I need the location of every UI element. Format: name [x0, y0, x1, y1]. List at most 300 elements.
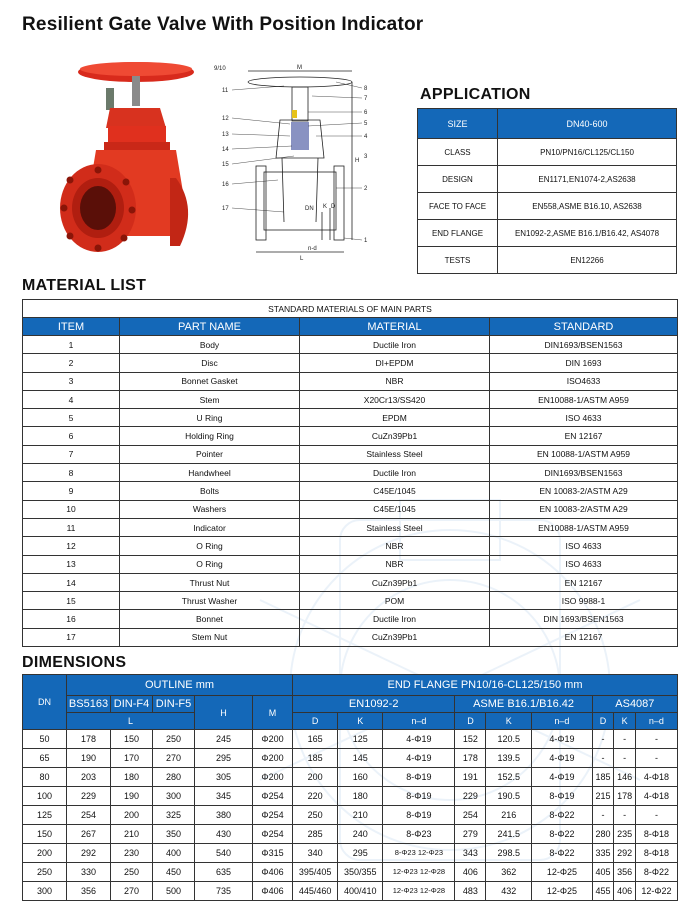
- column-header-asme: ASME B16.1/B16.42: [455, 696, 592, 713]
- dimension-cell: Φ200: [253, 768, 293, 787]
- dimension-cell: 250: [293, 806, 338, 825]
- material-cell: Stainless Steel: [300, 445, 490, 463]
- dimension-cell: 235: [614, 825, 636, 844]
- standard-cell: EN 10083-2/ASTM A29: [490, 482, 678, 500]
- dimension-cell: 180: [338, 787, 383, 806]
- material-cell: NBR: [300, 555, 490, 573]
- dimension-cell: 735: [195, 882, 253, 901]
- dimension-cell: 191: [455, 768, 486, 787]
- dimension-cell: 150: [111, 730, 153, 749]
- dimensions-header-row: [23, 675, 678, 696]
- standard-cell: DIN 1693/BSEN1563: [490, 610, 678, 628]
- dimension-cell: 362: [486, 863, 532, 882]
- dimension-cell: 298.5: [486, 844, 532, 863]
- dimension-cell: 325: [153, 806, 195, 825]
- application-heading: APPLICATION: [420, 86, 531, 103]
- part-name-cell: Thrust Nut: [120, 573, 300, 591]
- material-cell: C45E/1045: [300, 482, 490, 500]
- column-header-en1092: EN1092-2: [293, 696, 455, 713]
- dimension-cell: 4-Φ19: [532, 749, 593, 768]
- application-key: FACE TO FACE: [418, 193, 498, 220]
- application-key: END FLANGE: [418, 220, 498, 247]
- dimension-cell: 200: [23, 844, 67, 863]
- drawing-label: 8: [364, 86, 368, 92]
- column-header-part-name: PART NAME: [120, 318, 300, 336]
- application-row: [418, 247, 677, 274]
- material-table: [22, 299, 678, 647]
- page-title: Resilient Gate Valve With Position Indicator: [22, 14, 424, 35]
- dimension-cell: 430: [195, 825, 253, 844]
- dimension-cell: -: [614, 730, 636, 749]
- table-row: [23, 336, 678, 354]
- dimension-cell: 125: [23, 806, 67, 825]
- table-row: [23, 537, 678, 555]
- drawing-label: 1: [364, 238, 368, 244]
- part-name-cell: Stem Nut: [120, 628, 300, 646]
- dimension-cell: 190: [67, 749, 111, 768]
- dimension-cell: -: [592, 730, 614, 749]
- table-row: [23, 390, 678, 408]
- dimension-cell: 145: [338, 749, 383, 768]
- drawing-label: 9/10: [214, 66, 226, 72]
- dimension-cell: 406: [455, 863, 486, 882]
- drawing-label: H: [355, 158, 360, 164]
- dimension-cell: 190: [111, 787, 153, 806]
- part-name-cell: Bolts: [120, 482, 300, 500]
- part-name-cell: Bonnet Gasket: [120, 372, 300, 390]
- dimension-cell: 80: [23, 768, 67, 787]
- table-row: [23, 787, 678, 806]
- part-name-cell: Handwheel: [120, 464, 300, 482]
- standard-cell: EN 10083-2/ASTM A29: [490, 500, 678, 518]
- dimension-cell: 165: [293, 730, 338, 749]
- dimension-cell: 330: [67, 863, 111, 882]
- dimension-cell: 125: [338, 730, 383, 749]
- application-header-key: SIZE: [418, 109, 498, 139]
- part-name-cell: Body: [120, 336, 300, 354]
- sub-header: K: [486, 713, 532, 730]
- dimension-cell: 8-Φ22: [635, 863, 677, 882]
- item-cell: 3: [23, 372, 120, 390]
- material-cell: Ductile Iron: [300, 464, 490, 482]
- sub-header: K: [614, 713, 636, 730]
- dimension-cell: -: [635, 749, 677, 768]
- dimension-cell: -: [635, 806, 677, 825]
- application-row: [418, 139, 677, 166]
- drawing-label: K: [323, 204, 328, 210]
- material-cell: POM: [300, 592, 490, 610]
- dimension-cell: 241.5: [486, 825, 532, 844]
- standard-cell: ISO4633: [490, 372, 678, 390]
- dimension-cell: 8-Φ18: [635, 825, 677, 844]
- sub-header: K: [338, 713, 383, 730]
- dimension-cell: 120.5: [486, 730, 532, 749]
- dimension-cell: 178: [67, 730, 111, 749]
- drawing-label: 17: [222, 206, 229, 212]
- material-cell: CuZn39Pb1: [300, 427, 490, 445]
- dimension-cell: 216: [486, 806, 532, 825]
- part-name-cell: U Ring: [120, 409, 300, 427]
- part-name-cell: Stem: [120, 390, 300, 408]
- part-name-cell: Disc: [120, 354, 300, 372]
- item-cell: 2: [23, 354, 120, 372]
- standard-cell: ISO 4633: [490, 537, 678, 555]
- sub-header: n–d: [383, 713, 455, 730]
- dimension-cell: 4-Φ19: [532, 768, 593, 787]
- item-cell: 14: [23, 573, 120, 591]
- dimension-cell: 279: [455, 825, 486, 844]
- dimension-cell: 150: [23, 825, 67, 844]
- drawing-label: 7: [364, 96, 368, 102]
- material-cell: Stainless Steel: [300, 518, 490, 536]
- dimensions-subheader-row: [23, 696, 678, 713]
- dimension-cell: 203: [67, 768, 111, 787]
- item-cell: 12: [23, 537, 120, 555]
- standard-cell: EN 10088-1/ASTM A959: [490, 445, 678, 463]
- dimension-cell: 395/405: [293, 863, 338, 882]
- table-row: [23, 464, 678, 482]
- material-cell: Ductile Iron: [300, 336, 490, 354]
- dimension-cell: 8-Φ19: [532, 787, 593, 806]
- dimension-cell: 356: [614, 863, 636, 882]
- standard-cell: EN 12167: [490, 628, 678, 646]
- dimension-cell: 215: [592, 787, 614, 806]
- table-row: [23, 592, 678, 610]
- dimension-cell: 152: [455, 730, 486, 749]
- table-row: [23, 482, 678, 500]
- column-header-as4087: AS4087: [592, 696, 677, 713]
- material-cell: NBR: [300, 537, 490, 555]
- drawing-label: 4: [364, 134, 368, 140]
- dimension-cell: Φ200: [253, 749, 293, 768]
- item-cell: 10: [23, 500, 120, 518]
- standard-cell: DIN1693/BSEN1563: [490, 464, 678, 482]
- drawing-label: 13: [222, 132, 229, 138]
- column-header-m: M: [253, 696, 293, 730]
- dimension-cell: 254: [455, 806, 486, 825]
- dimension-cell: 270: [111, 882, 153, 901]
- dimension-cell: 8-Φ23 12-Φ23: [383, 844, 455, 863]
- dimension-cell: 483: [455, 882, 486, 901]
- drawing-label: 12: [222, 116, 229, 122]
- table-row: [23, 768, 678, 787]
- dimension-cell: 285: [293, 825, 338, 844]
- dimension-cell: Φ406: [253, 882, 293, 901]
- dimension-cell: 8-Φ18: [635, 844, 677, 863]
- dimension-cell: -: [592, 749, 614, 768]
- dimension-cell: 100: [23, 787, 67, 806]
- part-name-cell: Pointer: [120, 445, 300, 463]
- drawing-label: n-d: [308, 246, 317, 252]
- item-cell: 13: [23, 555, 120, 573]
- dimension-cell: 300: [23, 882, 67, 901]
- standard-cell: ISO 4633: [490, 555, 678, 573]
- part-name-cell: O Ring: [120, 555, 300, 573]
- item-cell: 16: [23, 610, 120, 628]
- dimension-cell: Φ406: [253, 863, 293, 882]
- material-cell: CuZn39Pb1: [300, 573, 490, 591]
- dimension-cell: 200: [293, 768, 338, 787]
- drawing-label: DN: [305, 206, 314, 212]
- dimension-cell: 455: [592, 882, 614, 901]
- drawing-label: 6: [364, 110, 368, 116]
- table-row: [23, 730, 678, 749]
- dimension-cell: 220: [293, 787, 338, 806]
- dimension-cell: 345: [195, 787, 253, 806]
- application-row: [418, 220, 677, 247]
- application-key: DESIGN: [418, 166, 498, 193]
- item-cell: 15: [23, 592, 120, 610]
- drawing-label: 16: [222, 182, 229, 188]
- dimension-cell: 12-Φ23 12-Φ28: [383, 863, 455, 882]
- dimension-cell: 540: [195, 844, 253, 863]
- column-header-standard: STANDARD: [490, 318, 678, 336]
- dimension-cell: 254: [67, 806, 111, 825]
- dimension-cell: 280: [153, 768, 195, 787]
- dimension-cell: 250: [153, 730, 195, 749]
- part-name-cell: Washers: [120, 500, 300, 518]
- item-cell: 1: [23, 336, 120, 354]
- sub-header: D: [592, 713, 614, 730]
- part-name-cell: Holding Ring: [120, 427, 300, 445]
- dimension-cell: -: [614, 749, 636, 768]
- dimension-cell: 229: [67, 787, 111, 806]
- left-callouts: [222, 88, 229, 212]
- dimension-cell: 8-Φ22: [532, 825, 593, 844]
- table-row: [23, 372, 678, 390]
- standard-cell: EN 12167: [490, 573, 678, 591]
- material-cell: Ductile Iron: [300, 610, 490, 628]
- dimension-cell: 292: [67, 844, 111, 863]
- table-row: [23, 825, 678, 844]
- dimension-cell: 170: [111, 749, 153, 768]
- dimension-cell: 450: [153, 863, 195, 882]
- dimension-cell: 250: [111, 863, 153, 882]
- column-header-l: L: [67, 713, 195, 730]
- dimension-cell: 350/355: [338, 863, 383, 882]
- part-name-cell: Thrust Washer: [120, 592, 300, 610]
- column-header-h: H: [195, 696, 253, 730]
- table-row: [23, 882, 678, 901]
- column-header-dn: DN: [23, 675, 67, 730]
- dimension-cell: 635: [195, 863, 253, 882]
- dimension-cell: 4-Φ19: [383, 730, 455, 749]
- dimension-cell: 245: [195, 730, 253, 749]
- sub-header: D: [455, 713, 486, 730]
- valve-photo: [48, 58, 198, 258]
- column-header-material: MATERIAL: [300, 318, 490, 336]
- material-cell: C45E/1045: [300, 500, 490, 518]
- dimension-cell: Φ200: [253, 730, 293, 749]
- material-caption: STANDARD MATERIALS OF MAIN PARTS: [23, 300, 678, 318]
- dimension-cell: 4-Φ19: [532, 730, 593, 749]
- dimension-cell: 152.5: [486, 768, 532, 787]
- dimensions-table: [22, 674, 678, 901]
- dimension-cell: 300: [153, 787, 195, 806]
- column-header-bs5163: BS5163: [67, 696, 111, 713]
- application-key: CLASS: [418, 139, 498, 166]
- application-row: [418, 166, 677, 193]
- table-row: [23, 445, 678, 463]
- dimension-cell: 340: [293, 844, 338, 863]
- dimension-cell: -: [614, 806, 636, 825]
- dimension-cell: 8-Φ19: [383, 806, 455, 825]
- dimension-cell: 400: [153, 844, 195, 863]
- dimension-cell: Φ254: [253, 806, 293, 825]
- table-row: [23, 806, 678, 825]
- item-cell: 8: [23, 464, 120, 482]
- table-row: [23, 518, 678, 536]
- dimension-cell: 160: [338, 768, 383, 787]
- drawing-label: 15: [222, 162, 229, 168]
- dimension-cell: 4-Φ18: [635, 768, 677, 787]
- dimension-cell: 8-Φ19: [383, 787, 455, 806]
- dimension-cell: 343: [455, 844, 486, 863]
- material-header-row: [23, 318, 678, 336]
- application-header-row: [418, 109, 677, 139]
- dimension-cell: 178: [614, 787, 636, 806]
- dimension-cell: 229: [455, 787, 486, 806]
- material-cell: DI+EPDM: [300, 354, 490, 372]
- dimension-cell: 270: [153, 749, 195, 768]
- dimension-cell: 305: [195, 768, 253, 787]
- item-cell: 6: [23, 427, 120, 445]
- material-cell: CuZn39Pb1: [300, 628, 490, 646]
- table-row: [23, 610, 678, 628]
- dimension-cell: 180: [111, 768, 153, 787]
- table-row: [23, 628, 678, 646]
- drawing-label: D: [331, 204, 336, 210]
- end-flange-header: END FLANGE PN10/16-CL125/150 mm: [293, 675, 678, 696]
- dimension-cell: 230: [111, 844, 153, 863]
- application-value: EN1171,EN1074-2,AS2638: [498, 166, 677, 193]
- dimension-cell: 400/410: [338, 882, 383, 901]
- material-list-heading: MATERIAL LIST: [22, 277, 147, 294]
- dimension-cell: 146: [614, 768, 636, 787]
- item-cell: 4: [23, 390, 120, 408]
- column-header-din-f4: DIN-F4: [111, 696, 153, 713]
- standard-cell: ISO 9988-1: [490, 592, 678, 610]
- dimension-cell: 292: [614, 844, 636, 863]
- dimension-cell: 12-Φ25: [532, 882, 593, 901]
- item-cell: 17: [23, 628, 120, 646]
- valve-technical-drawing: [212, 62, 397, 262]
- dimension-cell: 267: [67, 825, 111, 844]
- table-row: [23, 863, 678, 882]
- item-cell: 7: [23, 445, 120, 463]
- dimension-cell: 4-Φ18: [635, 787, 677, 806]
- standard-cell: EN 12167: [490, 427, 678, 445]
- application-value: EN558,ASME B16.10, AS2638: [498, 193, 677, 220]
- standard-cell: DIN1693/BSEN1563: [490, 336, 678, 354]
- dimension-cell: 185: [293, 749, 338, 768]
- outline-header: OUTLINE mm: [67, 675, 293, 696]
- application-value: EN1092-2,ASME B16.1/B16.42, AS4078: [498, 220, 677, 247]
- dimension-cell: 445/460: [293, 882, 338, 901]
- drawing-label: 11: [222, 88, 229, 94]
- application-value: EN12266: [498, 247, 677, 274]
- dimension-cell: 178: [455, 749, 486, 768]
- dimensions-unit-row: [23, 713, 678, 730]
- dimension-cell: 295: [195, 749, 253, 768]
- table-row: [23, 749, 678, 768]
- part-name-cell: Bonnet: [120, 610, 300, 628]
- dimensions-heading: DIMENSIONS: [22, 654, 127, 671]
- application-table: [417, 108, 677, 274]
- dimension-cell: 406: [614, 882, 636, 901]
- dimension-cell: 210: [111, 825, 153, 844]
- application-value: PN10/PN16/CL125/CL150: [498, 139, 677, 166]
- material-cell: NBR: [300, 372, 490, 390]
- standard-cell: EN10088-1/ASTM A959: [490, 390, 678, 408]
- drawing-label: 5: [364, 121, 368, 127]
- dimension-cell: 185: [592, 768, 614, 787]
- table-row: [23, 409, 678, 427]
- dimension-cell: 380: [195, 806, 253, 825]
- dimension-cell: 65: [23, 749, 67, 768]
- table-row: [23, 427, 678, 445]
- dimension-cell: 280: [592, 825, 614, 844]
- drawing-label: M: [297, 65, 302, 71]
- dimension-cell: 8-Φ22: [532, 806, 593, 825]
- dimension-cell: 350: [153, 825, 195, 844]
- dimension-cell: 356: [67, 882, 111, 901]
- dimension-cell: Φ254: [253, 787, 293, 806]
- dimension-cell: 200: [111, 806, 153, 825]
- dimension-cell: 335: [592, 844, 614, 863]
- sub-header: n–d: [532, 713, 593, 730]
- dimension-cell: 405: [592, 863, 614, 882]
- column-header-din-f5: DIN-F5: [153, 696, 195, 713]
- material-cell: EPDM: [300, 409, 490, 427]
- part-name-cell: O Ring: [120, 537, 300, 555]
- application-key: TESTS: [418, 247, 498, 274]
- dimension-cell: 295: [338, 844, 383, 863]
- column-header-item: ITEM: [23, 318, 120, 336]
- drawing-label: L: [300, 256, 304, 262]
- dimension-cell: 139.5: [486, 749, 532, 768]
- dimension-cell: 250: [23, 863, 67, 882]
- material-caption-row: [23, 300, 678, 318]
- item-cell: 11: [23, 518, 120, 536]
- dimension-cell: 190.5: [486, 787, 532, 806]
- dimension-cell: 8-Φ22: [532, 844, 593, 863]
- part-name-cell: Indicator: [120, 518, 300, 536]
- material-cell: X20Cr13/SS420: [300, 390, 490, 408]
- right-callouts: [364, 86, 368, 244]
- dimension-cell: 210: [338, 806, 383, 825]
- dimension-cell: 8-Φ19: [383, 768, 455, 787]
- standard-cell: ISO 4633: [490, 409, 678, 427]
- dimension-cell: 8-Φ23: [383, 825, 455, 844]
- sub-header: D: [293, 713, 338, 730]
- dimension-cell: 240: [338, 825, 383, 844]
- dimension-cell: -: [592, 806, 614, 825]
- standard-cell: EN10088-1/ASTM A959: [490, 518, 678, 536]
- standard-cell: DIN 1693: [490, 354, 678, 372]
- dimension-cell: 500: [153, 882, 195, 901]
- dimension-cell: 50: [23, 730, 67, 749]
- table-row: [23, 500, 678, 518]
- dimension-cell: 4-Φ19: [383, 749, 455, 768]
- drawing-label: 3: [364, 154, 368, 160]
- application-header-value: DN40-600: [498, 109, 677, 139]
- application-row: [418, 193, 677, 220]
- dimension-cell: 432: [486, 882, 532, 901]
- dimension-cell: 12-Φ23 12-Φ28: [383, 882, 455, 901]
- drawing-label: 2: [364, 186, 368, 192]
- dimension-cell: 12-Φ25: [532, 863, 593, 882]
